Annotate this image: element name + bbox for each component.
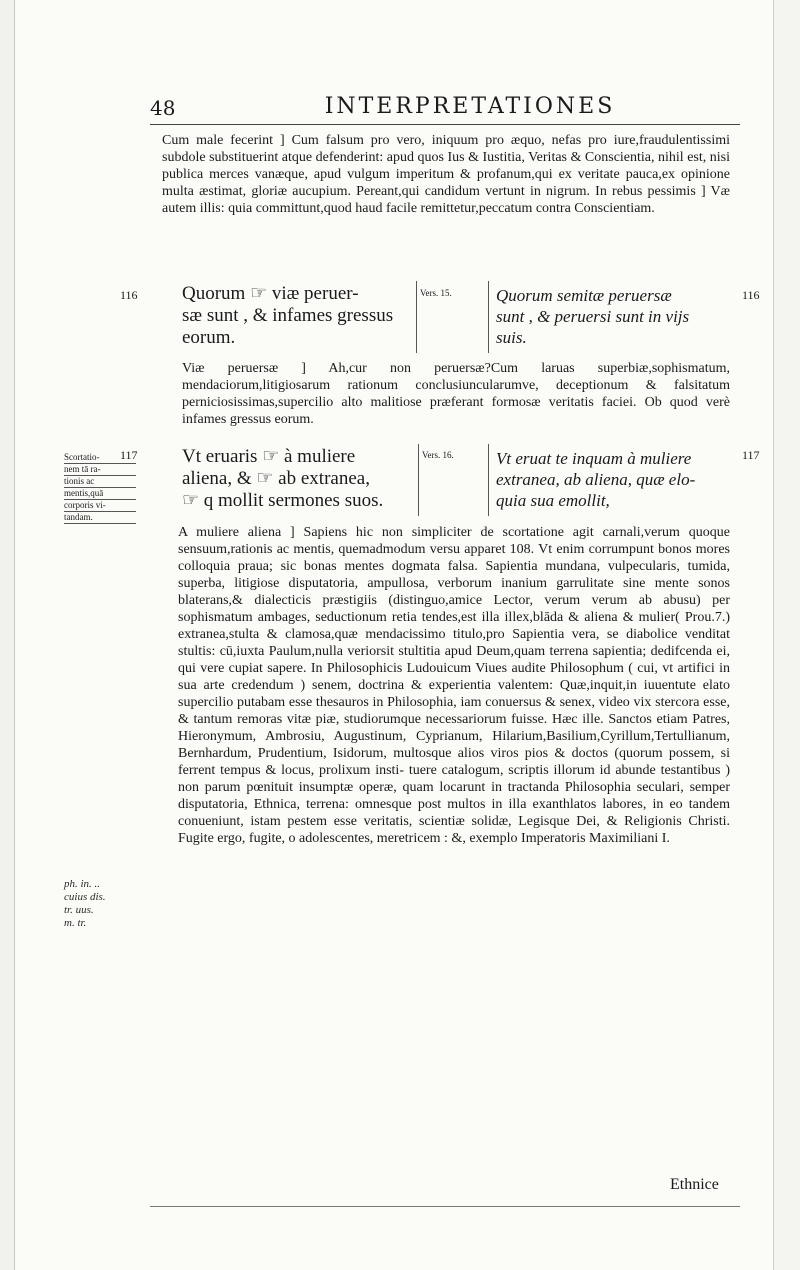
- verse-line: sæ sunt , & infames gressus: [182, 305, 394, 326]
- verse-16-marker: Vers. 16.: [422, 450, 454, 460]
- verse-15-right-column: [496, 285, 732, 348]
- handwritten-line: tr. uus.: [64, 904, 94, 916]
- handwritten-line: ph. in. ..: [64, 878, 101, 890]
- left-page-edge: [0, 0, 15, 1270]
- verse-line: eorum.: [182, 327, 236, 348]
- margin-gloss: [64, 452, 136, 524]
- verse-15-marker: Vers. 15.: [420, 288, 452, 298]
- verse-line: extranea, ab aliena, quæ elo-: [496, 470, 696, 489]
- verse-column-divider: [418, 444, 419, 516]
- margin-number-right-116: 116: [742, 288, 760, 302]
- verse-line: Vt eruaris ☞ à muliere: [182, 446, 356, 467]
- catchword: Ethnice: [670, 1176, 719, 1193]
- gloss-line: mentis,quā: [64, 488, 136, 500]
- gloss-line: Scortatio-: [64, 452, 136, 464]
- gloss-line: nem tā ra-: [64, 464, 136, 476]
- right-page-edge: [773, 0, 800, 1270]
- gloss-line: corporis vi-: [64, 500, 136, 512]
- verse-line: sunt , & peruersi sunt in vijs: [496, 307, 690, 326]
- verse-column-divider: [488, 444, 489, 516]
- verse-column-divider: [488, 281, 489, 353]
- running-header: INTERPRETATIONES: [324, 94, 616, 119]
- verse-line: quia sua emollit,: [496, 491, 610, 510]
- verse-16-right-column: [496, 448, 732, 511]
- verse-line: ☞ q mollit sermones suos.: [182, 490, 384, 511]
- gloss-line: tandam.: [64, 512, 136, 524]
- margin-number-left-117: 117: [120, 448, 138, 462]
- gloss-line: tionis ac: [64, 476, 136, 488]
- verse-line: Quorum semitæ peruersæ: [496, 286, 672, 305]
- verse-line: aliena, & ☞ ab extranea,: [182, 468, 370, 489]
- handwritten-margin-note: [64, 878, 144, 930]
- verse-16-left-column: [182, 446, 414, 512]
- header-rule: [150, 124, 740, 125]
- verse-line: Vt eruat te inquam à muliere: [496, 449, 692, 468]
- margin-number-right-117: 117: [742, 448, 760, 462]
- page-number: 48: [150, 96, 176, 120]
- verse-line: suis.: [496, 328, 527, 347]
- verse-column-divider: [416, 281, 417, 353]
- handwritten-line: cuius dis.: [64, 891, 106, 903]
- commentary-paragraph-2: Viæ peruersæ ] Ah,cur non peruersæ?Cum laruas superbiæ,sophismatum, mendaciorum,litigiosarum rationum conclusiuncularumve, deceptionum & falsitatum perniciosissimas,supercilio alto malitiose præferant formosæ veritatis faciei. Ob quod verè infames gressus eorum.: [182, 361, 730, 427]
- verse-15-left-column: [182, 283, 410, 349]
- commentary-paragraph-3: A muliere aliena ] Sapiens hic non simpliciter de scortatione agit carnali,verum quoque sensuum,rationis ac mentis, quemadmodum versu apparet 108. Vt enim corrumpunt bonos mores colloquia praua; sic bonas mentes dogmata falsa. Sapientia mundana, vulpecularis, tumida, superba, litigiose disputatoria, ampullosa, verborum inanium garrulitate sine mente sonos blaterans,& dialecticis præstigiis (distinguo,amice Lector, verum verum ab abusu) per sophismatum ambages, seductionum retia tendes,est illa illex,blāda & aliena & mulier( Prou.7.) extranea,stulta & clamosa,quæ mendacissimo titulo,pro Sapientia vera, se diabolice venditat stultis: cū,iuxta Paulum,nulla veriorsit stultitia apud Deum,quam terrena sapientia; dedifcenda ei, qui vere cupiat sapere. In Philosophicis Ludouicum Viues audite Philosophum ( cui, vt artifici in sua arte credendum ) senem, doctrina & experientia valentem: Quæ,inquit,in iuuentute elato supercilio putabam esse thesauros in Philosophia, iam conuersus & senex, video vix stercora esse, & tantum remoras vitæ piæ, studiorumque necessariorum fuisse. Hæc ille. Sanctos etiam Patres, Hieronymum, Ambrosiu, Augustinum, Cyprianum, Hilarium,Basilium,Cyrillum,Tertullianum, Bernhardum, Prudentium, Isidorum, multosque alios viros pios & doctos (quorum possem, si ferrent tempus & locus, prolixum insti- tuere catalogum, scriptis illorum id abunde testantibus ) non parum pœnituit insumptæ operæ, quam locarunt in tractanda Philosophia seculari, semper disputatoria, Ethnica, terrena: omnesque post multos in illa exanthlatos labores, in eo tandem conueniunt, istam pestem esse veritatis, scientiæ solidæ, Legisque Dei, & Religionis Christi. Fugite ergo, fugite, o adolescentes, meretricem : &, exemplo Imperatoris Maximiliani I.: [178, 525, 730, 846]
- commentary-paragraph-1: Cum male fecerint ] Cum falsum pro vero, iniquum pro æquo, nefas pro iure,fraudulentissimi subdole substituerint atque defenderint: apud quos Ius & Iustitia, Veritas & Conscientia, nihil est, nisi publica merces vanæque, apud vulgum imperitum & profanum,qui ex veritate pauca,ex opinione multa æstimat, gloriæ aucupium. Pereant,qui candidum vertunt in nigrum. In rebus pessimis ] Væ autem illis: quia committunt,quod haud facile remittetur,peccatum contra Conscientiam.: [162, 133, 730, 216]
- margin-number-left-116: 116: [120, 288, 138, 302]
- verse-line: Quorum ☞ viæ peruer-: [182, 283, 359, 304]
- handwritten-line: m. tr.: [64, 917, 87, 929]
- bottom-rule: [150, 1206, 740, 1207]
